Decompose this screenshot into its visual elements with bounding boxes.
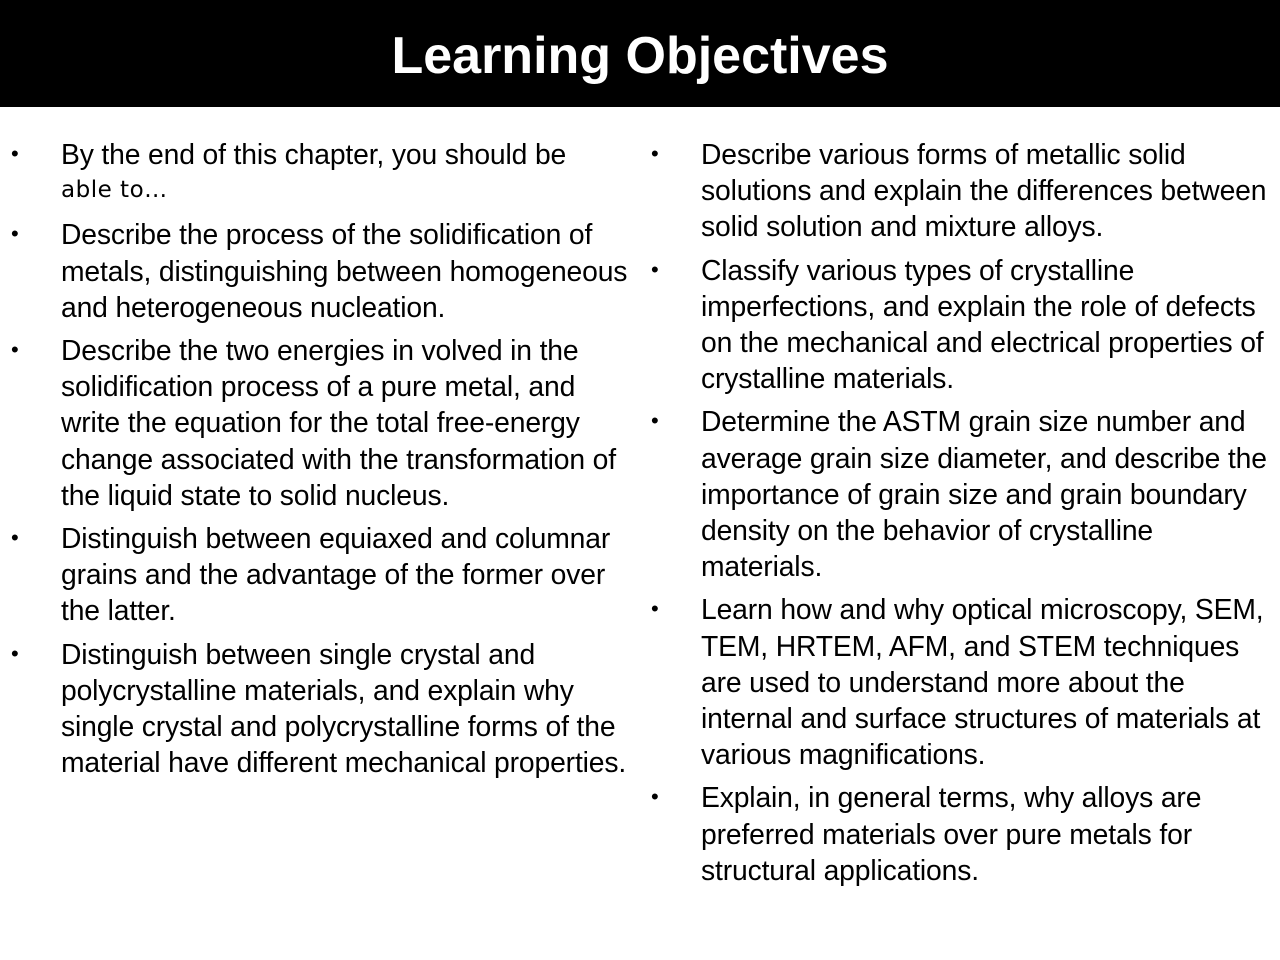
bullet-icon: • [651, 784, 659, 810]
objective-item [640, 403, 1280, 584]
bullet-icon: • [11, 640, 19, 666]
bullet-icon: • [11, 525, 19, 551]
objective-item [640, 779, 1280, 888]
intro-continuation: able to… [61, 177, 168, 204]
objective-text: Describe the two energies in volved in the solidification process of a pure metal, and write the equation for the total free-energy change associated with the transformation of the liquid state to solid nucleus. [61, 334, 616, 511]
objective-text: Explain, in general terms, why alloys are preferred materials over pure metals for structural applications. [701, 781, 1202, 886]
objective-text: Learn how and why optical microscopy, SEM, TEM, HRTEM, AFM, and STEM techniques are used to understand more about the internal and surface structures of materials at various magnifications. [701, 593, 1264, 771]
left-objectives-list [0, 136, 640, 787]
bullet-icon: • [11, 221, 19, 247]
intro-text: By the end of this chapter, you should be [61, 138, 567, 170]
bullet-icon: • [11, 141, 19, 166]
objective-intro [0, 136, 640, 208]
objective-text: Classify various types of crystalline imperfections, and explain the role of defects on the mechanical and electrical properties of crystalline materials. [701, 253, 1264, 395]
objective-item [0, 332, 640, 513]
bullet-icon: • [651, 141, 659, 166]
objective-item [0, 216, 640, 325]
bullet-icon: • [651, 256, 659, 282]
objective-text: Describe the process of the solidification of metals, distinguishing between homogeneous and heterogeneous nucleation. [61, 218, 628, 323]
objective-item [640, 252, 1280, 397]
objective-text: Distinguish between single crystal and polycrystalline materials, and explain why single crystal and polycrystalline forms of the material have different mechanical properties. [61, 637, 627, 779]
bullet-icon: • [651, 408, 659, 434]
right-objectives-list [640, 136, 1280, 895]
bullet-icon: • [11, 337, 19, 363]
objective-text: Distinguish between equiaxed and columnar grains and the advantage of the former over the latter. [61, 522, 611, 627]
objective-text: Determine the ASTM grain size number and average grain size diameter, and describe the importance of grain size and grain boundary density on the behavior of crystalline materials. [701, 405, 1267, 583]
objective-item [0, 520, 640, 629]
objective-item [640, 136, 1280, 245]
bullet-icon: • [651, 596, 659, 622]
objective-item [640, 591, 1280, 772]
objective-text: Describe various forms of metallic solid solutions and explain the differences between solid solution and mixture alloys. [701, 138, 1267, 243]
objective-item [0, 636, 640, 781]
title-bar [0, 0, 1280, 107]
slide-title: Learning Objectives [391, 27, 889, 85]
